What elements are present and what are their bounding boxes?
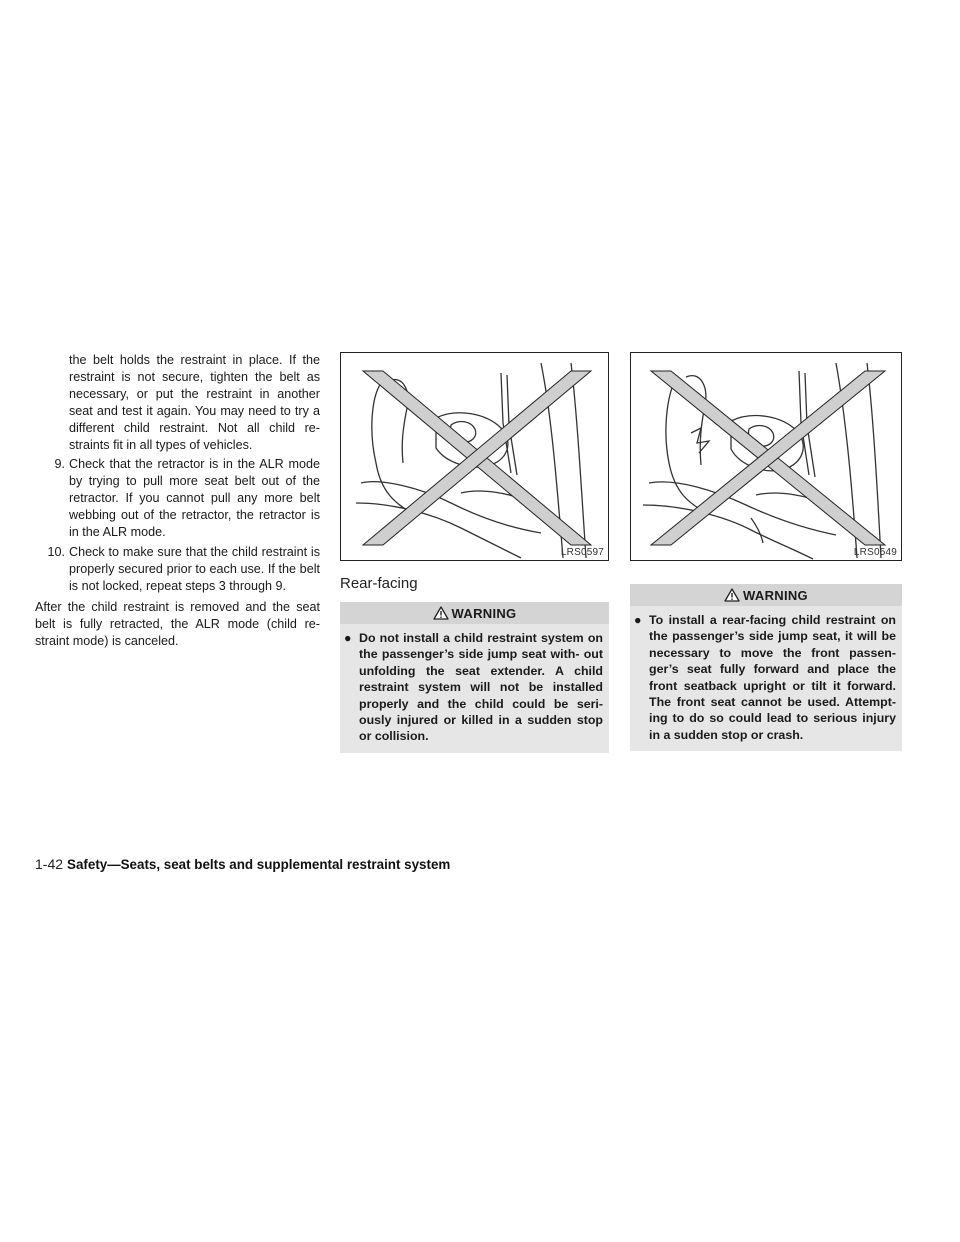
warning-text: Do not install a child restraint system on the passenger’s side jump seat with- out unfolding the seat extender. A child restraint system will not be installed properly and the child could be seri- ously injured or killed in a sudden stop or collision. bbox=[359, 631, 603, 744]
chapter-title: Safety—Seats, seat belts and supplemental restraint system bbox=[67, 857, 451, 872]
middle-column bbox=[340, 352, 609, 753]
figure-label: LRS0597 bbox=[560, 547, 604, 558]
page-footer bbox=[35, 856, 450, 872]
warning-item bbox=[630, 606, 902, 751]
step-number: 9. bbox=[54, 457, 65, 472]
warning-title: WARNING bbox=[451, 605, 517, 621]
step-9 bbox=[35, 456, 320, 541]
page-number: 1-42 bbox=[35, 856, 64, 872]
bullet: ● bbox=[634, 613, 642, 627]
warning-title: WARNING bbox=[743, 587, 808, 603]
continuation-paragraph: the belt holds the restraint in place. If the restraint is not secure, tighten the belt as necessary, or put the restraint in another seat and test it again. You may need to try a different child restraint. Not all child re- straints fit in all types of vehicles. bbox=[69, 353, 320, 452]
alr-cancel-paragraph: After the child restraint is removed and the seat belt is fully retracted, the ALR mode (child re- straint mode) is canceled. bbox=[35, 599, 320, 648]
step-number: 10. bbox=[47, 544, 65, 559]
step-text: Check to make sure that the child restraint is properly secured prior to each use. If the belt is not locked, repeat steps 3 through 9. bbox=[69, 544, 320, 593]
warning-box bbox=[630, 584, 902, 751]
bullet: ● bbox=[344, 631, 352, 645]
warning-triangle-icon bbox=[724, 588, 740, 602]
left-column bbox=[35, 352, 320, 649]
warning-header bbox=[340, 602, 609, 624]
warning-triangle-icon bbox=[433, 606, 449, 620]
warning-box bbox=[340, 602, 609, 753]
figure-lrs0549 bbox=[630, 352, 902, 561]
warning-item bbox=[340, 624, 609, 753]
figure-lrs0597 bbox=[340, 352, 609, 561]
section-heading: Rear-facing bbox=[340, 575, 418, 592]
warning-text: To install a rear-facing child restraint on the passenger’s side jump seat, it will be necessary to move the front passen- ger’s seat fully forward and place the front seatback upright or tilt it forward. The front seat cannot be used. Attempt- ing to do so could lead to serious injury in a sudden stop or crash. bbox=[649, 613, 896, 742]
incorrect-installation-illustration bbox=[341, 353, 609, 561]
warning-header bbox=[630, 584, 902, 606]
step-text: Check that the retractor is in the ALR mode by trying to pull more seat belt out of the retractor. If you cannot pull any more belt webbing out of the retractor, the retractor is in the ALR mode. bbox=[69, 457, 320, 540]
right-column bbox=[630, 352, 902, 751]
step-10 bbox=[35, 544, 320, 595]
figure-label: LRS0549 bbox=[853, 547, 897, 558]
incorrect-installation-illustration bbox=[631, 353, 902, 561]
